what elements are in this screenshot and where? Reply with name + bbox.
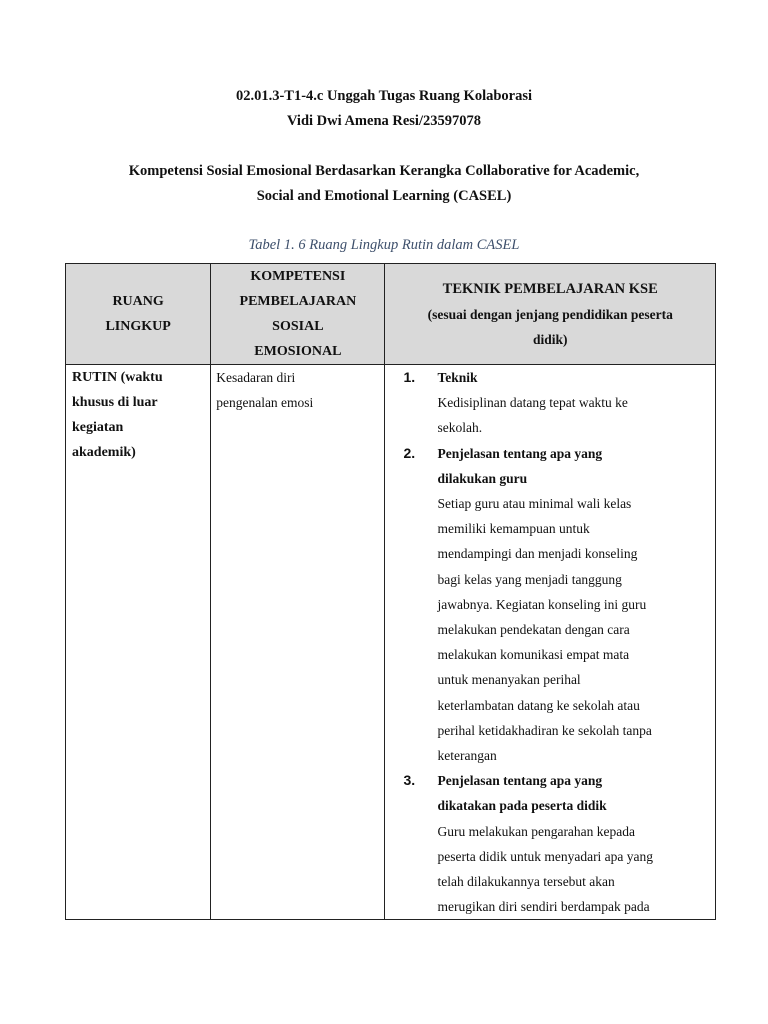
scope-text: akademik) <box>72 445 136 460</box>
document-title: 02.01.3-T1-4.c Unggah Tugas Ruang Kolaborasi <box>235 88 533 104</box>
header-subtext: (sesuai dengan jenjang pendidikan peserta <box>427 306 673 322</box>
header-teknik <box>385 264 716 365</box>
subtitle-line-1: Kompetensi Sosial Emosional Berdasarkan Kerangka Collaborative for Academic, <box>128 163 640 179</box>
list-item <box>385 365 715 441</box>
item-body: keterlambatan datang ke sekolah atau <box>437 697 640 713</box>
subtitle-line-2: Social and Emotional Learning (CASEL) <box>256 188 512 204</box>
item-body: jawabnya. Kegiatan konseling ini guru <box>437 596 647 612</box>
list-item <box>385 768 715 919</box>
item-body: memiliki kemampuan untuk <box>437 521 590 537</box>
item-body: mendampingi dan menjadi konseling <box>437 546 638 562</box>
header-subtext: didik) <box>532 331 568 347</box>
casel-table <box>65 263 716 920</box>
table-header-row <box>66 264 716 365</box>
table-caption: Tabel 1. 6 Ruang Lingkup Rutin dalam CASEL <box>248 237 520 253</box>
item-body: perihal ketidakhadiran ke sekolah tanpa <box>437 722 652 738</box>
item-body: bagi kelas yang menjadi tanggung <box>437 571 622 587</box>
item-number: 1. <box>403 369 416 385</box>
author-line: Vidi Dwi Amena Resi/23597078 <box>286 113 481 129</box>
item-body: telah dilakukannya tersebut akan <box>437 874 615 890</box>
header-text: PEMBELAJARAN <box>239 294 357 309</box>
cell-kompetensi <box>211 365 385 920</box>
item-body: Kedisiplinan datang tepat waktu ke <box>437 395 628 411</box>
header-kompetensi <box>211 264 385 365</box>
item-body: Guru melakukan pengarahan kepada <box>437 823 636 839</box>
competency-text: pengenalan emosi <box>216 395 314 410</box>
item-title: Penjelasan tentang apa yang <box>437 445 603 461</box>
item-body: peserta didik untuk menyadari apa yang <box>437 848 654 864</box>
header-ruang-lingkup <box>66 264 211 365</box>
item-number: 2. <box>403 444 416 461</box>
item-title: dilakukan guru <box>437 470 528 486</box>
header-text: TEKNIK PEMBELAJARAN KSE <box>442 280 658 297</box>
item-body: melakukan komunikasi empat mata <box>437 647 630 663</box>
header-text: SOSIAL <box>272 319 324 334</box>
item-body: merugikan diri sendiri berdampak pada <box>437 899 650 915</box>
item-body: Setiap guru atau minimal wali kelas <box>437 496 632 512</box>
cell-teknik <box>385 365 716 920</box>
item-title: dikatakan pada peserta didik <box>437 798 607 814</box>
header-text: RUANG <box>112 294 164 309</box>
scope-text: khusus di luar <box>72 395 158 410</box>
header-text: EMOSIONAL <box>254 344 342 359</box>
competency-text: Kesadaran diri <box>216 370 296 385</box>
cell-ruang-lingkup <box>66 365 211 920</box>
item-title: Teknik <box>437 370 478 385</box>
item-body: sekolah. <box>437 420 483 436</box>
item-title: Penjelasan tentang apa yang <box>437 773 603 789</box>
header-text: KOMPETENSI <box>250 269 346 284</box>
scope-text: kegiatan <box>72 420 124 435</box>
item-body: keterangan <box>437 748 497 764</box>
list-item <box>385 441 715 769</box>
scope-text: RUTIN (waktu <box>72 370 163 385</box>
header-text: LINGKUP <box>105 319 171 334</box>
table-row <box>66 365 716 920</box>
item-body: untuk menanyakan perihal <box>437 672 581 688</box>
item-body: melakukan pendekatan dengan cara <box>437 622 630 638</box>
item-number: 3. <box>403 772 416 789</box>
